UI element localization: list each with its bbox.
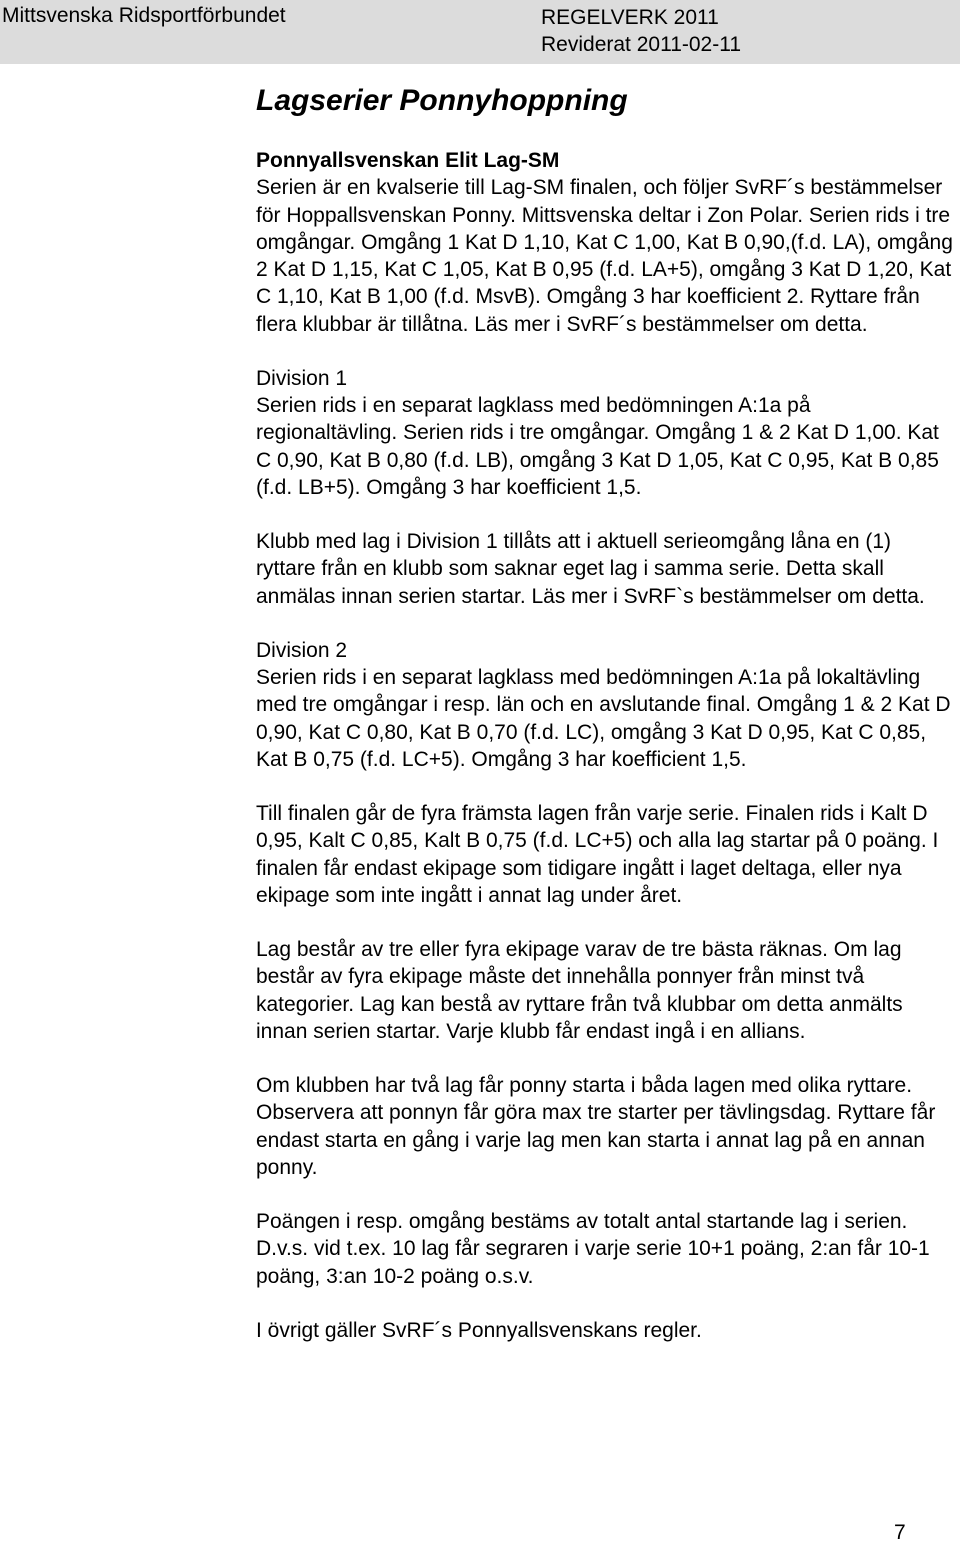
section-division-1	[256, 365, 956, 501]
section-paragraph: Serien rids i en separat lagklass med bedömningen A:1a på lokaltävling med tre omgångar i resp. län och en avslutande final. Omgång 1 & 2 Kat D 0,90, Kat C 0,80, Kat B 0,70 (f.d. LC), omgång 3 Kat D 0,95, Kat C 0,85, Kat B 0,75 (f.d. LC+5). Omgång 3 har koefficient 1,5.	[256, 666, 951, 771]
header-revision-date: Reviderat 2011-02-11	[541, 33, 742, 56]
section-paragraph: Om klubben har två lag får ponny starta i båda lagen med olika ryttare. Observera att ponnyn får göra max tre starter per tävlingsdag. Ryttare får endast starta en gång i varje lag men kan starta i annat lag på en annan ponny.	[256, 1074, 936, 1179]
section-poang	[256, 1208, 956, 1290]
section-division-2	[256, 637, 956, 773]
header-organization: Mittsvenska Ridsportförbundet	[2, 4, 286, 27]
section-heading: Ponnyallsvenskan Elit Lag-SM	[256, 149, 560, 172]
section-paragraph: Lag består av tre eller fyra ekipage varav de tre bästa räknas. Om lag består av fyra ekipage måste det innehålla ponnyer från minst två kategorier. Lag kan bestå av ryttare från två klubbar om detta anmälts innan serien startar. Varje klubb får endast ingå i en allians.	[256, 938, 903, 1043]
header-document-info	[541, 4, 741, 58]
section-paragraph: I övrigt gäller SvRF´s Ponnyallsvenskans regler.	[256, 1318, 702, 1342]
header-document-title: REGELVERK 2011	[541, 6, 719, 29]
section-ovrigt	[256, 1317, 956, 1344]
section-paragraph: Poängen i resp. omgång bestäms av totalt antal startande lag i serien. D.v.s. vid t.ex. 10 lag får segraren i varje serie 10+1 poäng, 2:an får 10-1 poäng, 3:an 10-2 poäng o.s.v.	[256, 1210, 930, 1288]
section-heading: Division 2	[256, 638, 348, 662]
page-title: Lagserier Ponnyhoppning	[256, 84, 628, 117]
document-body	[256, 147, 956, 1344]
section-tva-lag	[256, 1072, 956, 1181]
section-finalen	[256, 800, 956, 909]
section-paragraph: Serien rids i en separat lagklass med bedömningen A:1a på regionaltävling. Serien rids i tre omgångar. Omgång 1 & 2 Kat D 1,00. Kat C 0,90, Kat B 0,80 (f.d. LB), omgång 3 Kat D 1,05, Kat C 0,95, Kat B 0,85 (f.d. LB+5). Omgång 3 har koefficient 1,5.	[256, 394, 939, 499]
section-heading: Division 1	[256, 366, 348, 390]
page-number: 7	[894, 1521, 906, 1544]
section-klubb-lana	[256, 528, 956, 610]
section-lag-bestar	[256, 936, 956, 1045]
section-paragraph: Till finalen går de fyra främsta lagen från varje serie. Finalen rids i Kalt D 0,95, Kalt C 0,85, Kalt B 0,75 (f.d. LC+5) och alla lag startar på 0 poäng. I finalen får endast ekipage som tidigare ingått i laget deltaga, eller nya ekipage som inte ingått i annat lag under året.	[256, 802, 939, 907]
section-paragraph: Klubb med lag i Division 1 tillåts att i aktuell serieomgång låna en (1) ryttare från en klubb som saknar eget lag i samma serie. Detta skall anmälas innan serien startar. Läs mer i SvRF`s bestämmelser om detta.	[256, 530, 925, 608]
section-paragraph: Serien är en kvalserie till Lag-SM finalen, och följer SvRF´s bestämmelser för Hoppallsvenskan Ponny. Mittsvenska deltar i Zon Polar. Serien rids i tre omgångar. Omgång 1 Kat D 1,10, Kat C 1,00, Kat B 0,90,(f.d. LA), omgång 2 Kat D 1,15, Kat C 1,05, Kat B 0,95 (f.d. LA+5), omgång 3 Kat D 1,20, Kat C 1,10, Kat B 1,00 (f.d. MsvB). Omgång 3 har koefficient 2. Ryttare från flera klubbar är tillåtna. Läs mer i SvRF´s bestämmelser om detta.	[256, 176, 953, 336]
page-header	[0, 0, 960, 64]
section-elit-lag-sm	[256, 147, 956, 338]
